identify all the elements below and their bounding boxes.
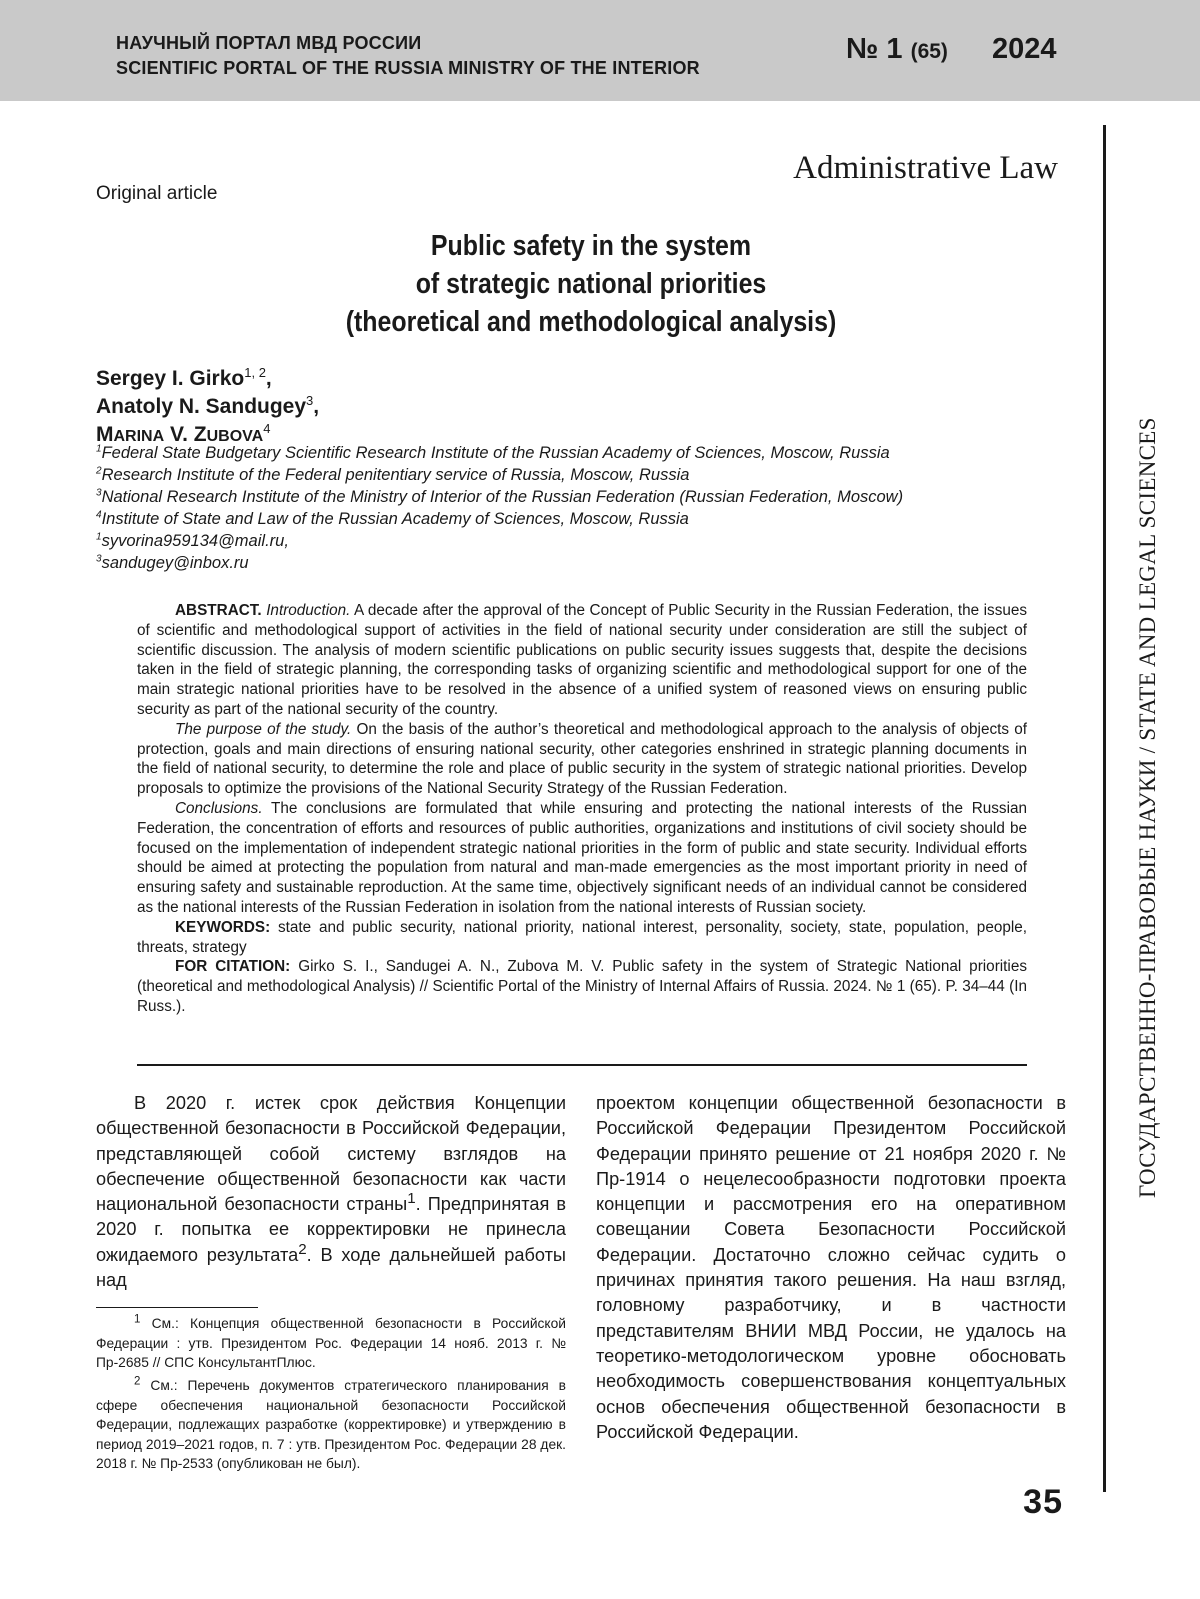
affiliation-text: Research Institute of the Federal penitentiary service of Russia, Moscow, Russia xyxy=(101,466,690,484)
author-1 xyxy=(96,367,272,391)
article-title-line-2: of strategic national priorities xyxy=(415,268,767,300)
author-middle-initial: V. xyxy=(164,423,194,446)
affiliation-2 xyxy=(96,466,689,485)
affiliation-text: National Research Institute of the Ministry of Interior of the Russian Federation (Russian Federation, Moscow) xyxy=(101,488,904,506)
article-title-line-3: (theoretical and methodological analysis) xyxy=(345,306,837,338)
abstract-introduction xyxy=(137,601,1027,720)
issue-label: № 1 xyxy=(846,33,903,65)
author-affiliation-ref: 4 xyxy=(263,421,271,436)
body-text: . В ходе дальнейшей работы над xyxy=(96,1244,566,1291)
email-link[interactable]: syvorina959134@mail.ru, xyxy=(101,532,289,550)
author-affiliation-ref: 3 xyxy=(306,393,314,408)
journal-name-ru: НАУЧНЫЙ ПОРТАЛ МВД РОССИИ xyxy=(116,33,422,53)
margin-rule xyxy=(1103,125,1106,1492)
issue-year: 2024 xyxy=(992,33,1057,65)
affiliation-3 xyxy=(96,488,903,507)
affiliation-1 xyxy=(96,444,890,463)
author-separator: , xyxy=(313,395,320,418)
purpose-label: The purpose of the study. xyxy=(175,720,352,738)
article-title-line-1: Public safety in the system xyxy=(430,230,752,262)
author-2 xyxy=(96,395,319,419)
affiliation-number: 3 xyxy=(96,553,102,565)
page-number: 35 xyxy=(1023,1483,1063,1521)
footnote-text: См.: Перечень документов стратегического планирования в сфере обеспечения национальной безопасности Российской Федерации, подлежащих разработке (корректировке) и утверждению в период 2019–2021 годов, п. 7 : утв. Президентом Рос. Федерации 28 дек. 2018 г. № Пр-2533 (опубликован не был). xyxy=(96,1378,566,1471)
author-email-1[interactable] xyxy=(96,532,289,551)
footnote-2 xyxy=(96,1376,566,1474)
introduction-text: A decade after the approval of the Concept of Public Security in the Russian Federation, the issues of scientific and methodological support of activities in the field of national security under consideration are still the subject of scientific discussion. The analysis of modern scientific publications on public security issues suggests that, despite the decisions taken in the field of strategic planning, the corresponding tasks of organizing scientific and methodological support for one of the main strategic national priorities have to be resolved in the absence of a unified system of reasoned views on ensuring public security as part of the national security of the country. xyxy=(137,602,1028,718)
author-surname-smallcaps: UBOVA xyxy=(206,428,264,445)
footnote-ref-2[interactable]: 2 xyxy=(298,1240,307,1258)
affiliation-number: 3 xyxy=(96,487,102,499)
body-paragraph: проектом концепции общественной безопасности в Российской Федерации Президентом Российской Федерации принято решение от 21 ноября 2020 г. № Пр-1914 о нецелесообразности подготовки проекта концепции и рассмотрения его на оперативном совещании Совета Безопасности Российской Федерации. Достаточно сложно сейчас судить о причинах принятия такого решения. На наш взгляд, головному разработчику, и в частности представителям ВНИИ МВД России, не удалось на теоретико-методологическом уровне обосновать необходимость совершенствования концептуальных основ обеспечения общественной безопасности в Российской Федерации. xyxy=(596,1093,1066,1442)
affiliation-4 xyxy=(96,510,689,529)
author-name-initial: M xyxy=(96,423,114,446)
introduction-label: Introduction. xyxy=(266,602,351,619)
footnote-divider xyxy=(96,1307,258,1308)
footnote-number: 2 xyxy=(134,1375,141,1388)
footnote-1 xyxy=(96,1314,566,1373)
section-title: Administrative Law xyxy=(793,150,1058,186)
citation-label: FOR CITATION: xyxy=(175,958,291,976)
abstract-label: ABSTRACT. xyxy=(175,602,262,619)
body-text: . Предпринятая в 2020 г. попытка ее корректировки не принесла ожидаемого результата xyxy=(96,1194,566,1265)
abstract-conclusions xyxy=(137,799,1027,918)
affiliation-number: 1 xyxy=(96,531,102,543)
footnote-number: 1 xyxy=(134,1313,141,1326)
footnote-paragraph xyxy=(96,1314,566,1373)
issue-number xyxy=(846,33,948,66)
purpose-text: On the basis of the author’s theoretical and methodological approach to the analysis of objects of protection, goals and main directions of ensuring national security, other categories enshrined in strategic planning documents in the field of national security, to determine the role and place of public security in the system of strategic national priorities. Develop proposals to optimize the provisions of the National Security Strategy of the Russian Federation. xyxy=(137,720,1027,798)
affiliation-text: Federal State Budgetary Scientific Research Institute of the Russian Academy of Sciences, Moscow, Russia xyxy=(101,444,890,462)
journal-name-en: SCIENTIFIC PORTAL OF THE RUSSIA MINISTRY OF THE INTERIOR xyxy=(116,58,700,78)
author-name-smallcaps: ARINA xyxy=(113,428,165,445)
abstract-citation xyxy=(137,957,1027,1016)
article-type: Original article xyxy=(96,183,218,204)
journal-header xyxy=(0,0,1200,101)
affiliation-number: 2 xyxy=(96,465,102,477)
body-column-left xyxy=(96,1091,566,1293)
sidebar-section-label: ГОСУДАРСТВЕННО-ПРАВОВЫЕ НАУКИ / STATE AND LEGAL SCIENCES xyxy=(1135,417,1160,1198)
body-column-right xyxy=(596,1091,1066,1445)
issue-total: (65) xyxy=(910,40,948,63)
abstract-divider xyxy=(137,1064,1027,1066)
keywords-label: KEYWORDS: xyxy=(175,918,271,936)
author-name: Anatoly N. Sandugey xyxy=(96,395,307,418)
abstract-keywords xyxy=(137,918,1027,958)
footnote-ref-1[interactable]: 1 xyxy=(407,1190,416,1208)
author-affiliation-ref: 1, 2 xyxy=(244,365,266,380)
body-text: В 2020 г. истек срок действия Концепции общественной безопасности в Российской Федерации, представляющей собой систему взглядов на обеспечение общественной безопасности как части национальной безопасности страны xyxy=(96,1093,566,1215)
author-surname-initial: Z xyxy=(193,423,207,446)
abstract-purpose xyxy=(137,720,1027,799)
affiliation-number: 4 xyxy=(96,509,102,521)
conclusions-text: The conclusions are formulated that while ensuring and protecting the national interests of the Russian Federation, the concentration of efforts and resources of public authorities, organizations and institutions of civil society should be focused on the implementation of independent strategic national priorities in the form of public and state security. Individual efforts should be aimed at protecting the population from natural and man-made emergencies as the most important priority in need of ensuring safety and sustainable reproduction. At the same time, objectively significant needs of an individual cannot be considered as the national interests of the Russian Federation in isolation from the national interests of Russian society. xyxy=(137,799,1027,916)
affiliation-number: 1 xyxy=(96,443,102,455)
author-separator: , xyxy=(265,367,272,390)
footnote-paragraph xyxy=(96,1376,566,1474)
body-paragraph xyxy=(96,1091,566,1293)
affiliation-text: Institute of State and Law of the Russian Academy of Sciences, Moscow, Russia xyxy=(101,510,689,528)
email-link[interactable]: sandugey@inbox.ru xyxy=(101,554,249,572)
keywords-text: state and public security, national priority, national interest, personality, society, state, population, people, threats, strategy xyxy=(137,918,1027,956)
conclusions-label: Conclusions. xyxy=(175,799,263,817)
author-name: Sergey I. Girko xyxy=(96,367,245,390)
footnote-text: См.: Концепция общественной безопасности в Российской Федерации : утв. Президентом Рос. Федерации 14 нояб. 2013 г. № Пр-2685 // СПС КонсультантПлюс. xyxy=(96,1316,566,1370)
abstract-block xyxy=(137,601,1027,1017)
author-email-2[interactable] xyxy=(96,554,249,573)
citation-text: Girko S. I., Sandugei A. N., Zubova M. V. Public safety in the system of Strategic National priorities (theoretical and methodological Analysis) // Scientific Portal of the Ministry of Internal Affairs of Russia. 2024. № 1 (65). P. 34–44 (In Russ.). xyxy=(137,958,1027,1015)
